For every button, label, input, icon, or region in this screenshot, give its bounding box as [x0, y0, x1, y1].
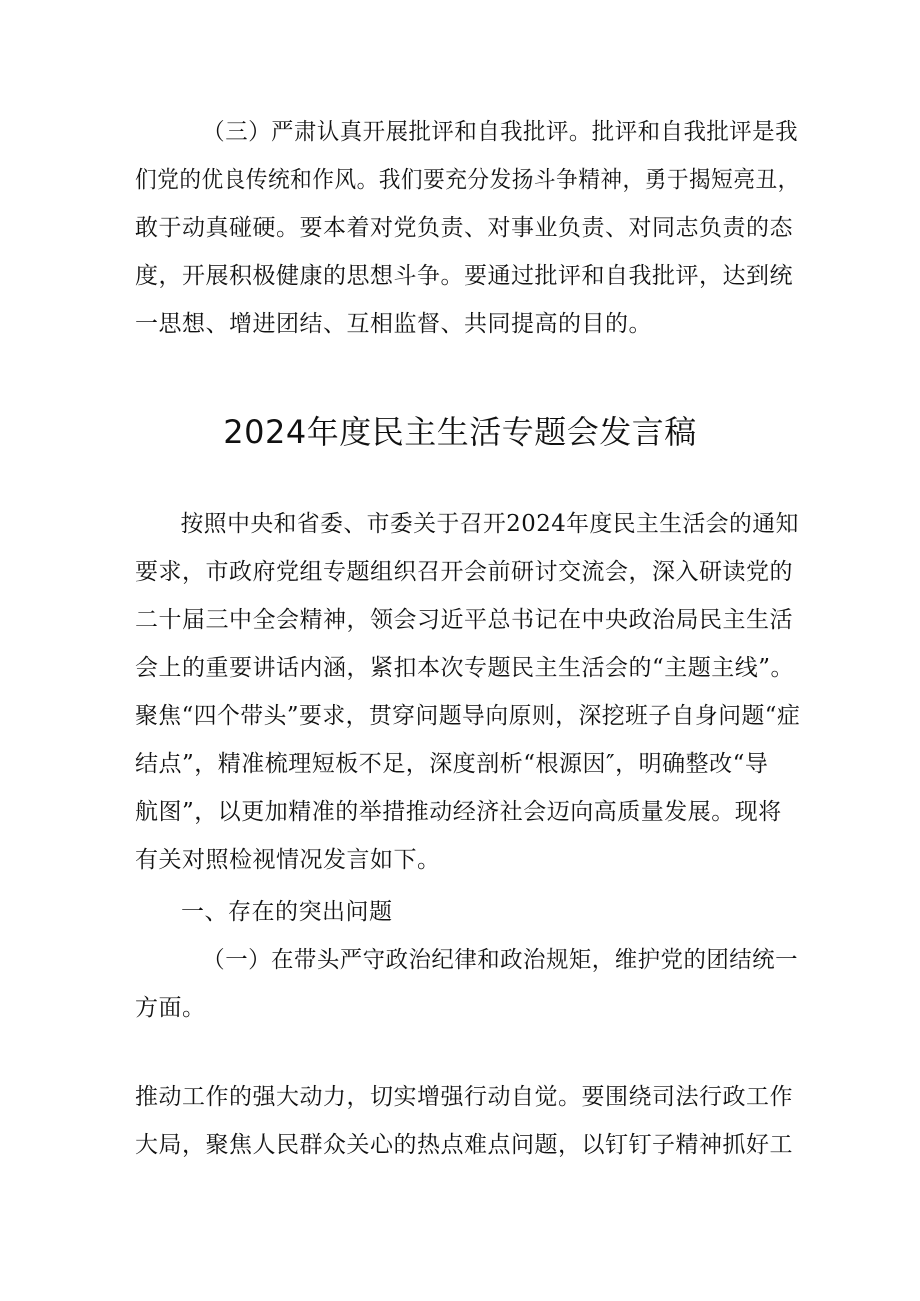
paragraph-line: （三）严肃认真开展批评和自我批评。批评和自我批评是我	[202, 119, 798, 145]
paragraph-line: 一思想、增进团结、互相监督、共同提高的目的。	[135, 311, 652, 337]
paragraph-line: 按照中央和省委、市委关于召开2024年度民主生活会的通知	[180, 511, 799, 537]
paragraph-line: 聚焦“四个带头”要求，贯穿问题导向原则，深挖班子自身问题“症	[135, 703, 801, 729]
paragraph-line: 航图”，以更加精准的举措推动经济社会迈向高质量发展。现将	[135, 799, 782, 825]
intro-paragraph	[135, 500, 800, 884]
paragraph-line: 二十届三中全会精神，领会习近平总书记在中央政治局民主生活	[135, 607, 793, 633]
paragraph-line: 有关对照检视情况发言如下。	[135, 847, 441, 873]
paragraph-line: 要求，市政府党组专题组织召开会前研讨交流会，深入研读党的	[135, 559, 793, 585]
section-heading	[135, 888, 800, 936]
paragraph-line: 推动工作的强大动力，切实增强行动自觉。要围绕司法行政工作	[135, 1084, 793, 1110]
heading-line: 一、存在的突出问题	[181, 899, 393, 925]
paragraph-line: 大局，聚焦人民群众关心的热点难点问题，以钉钉子精神抓好工	[135, 1132, 793, 1158]
paragraph-line: 度，开展积极健康的思想斗争。要通过批评和自我批评，达到统	[135, 263, 793, 289]
paragraph-line: 们党的优良传统和作风。我们要充分发扬斗争精神，勇于揭短亮丑，	[135, 167, 800, 193]
document-title: 2024年度民主生活专题会发言稿	[223, 413, 697, 451]
paragraph-line: 敢于动真碰硬。要本着对党负责、对事业负责、对同志负责的态	[135, 215, 793, 241]
subsection-paragraph	[135, 936, 800, 1032]
paragraph-line: 方面。	[135, 995, 206, 1021]
paragraph-line: （一）在带头严守政治纪律和政治规矩，维护党的团结统一	[202, 947, 798, 973]
paragraph-line: 会上的重要讲话内涵，紧扣本次专题民主生活会的“主题主线”。	[135, 655, 795, 681]
continuation-paragraph	[135, 1073, 800, 1169]
paragraph-line: 结点”，精准梳理短板不足，深度剖析“根源因″，明确整改“导	[135, 751, 769, 777]
section-three-paragraph	[135, 108, 800, 348]
